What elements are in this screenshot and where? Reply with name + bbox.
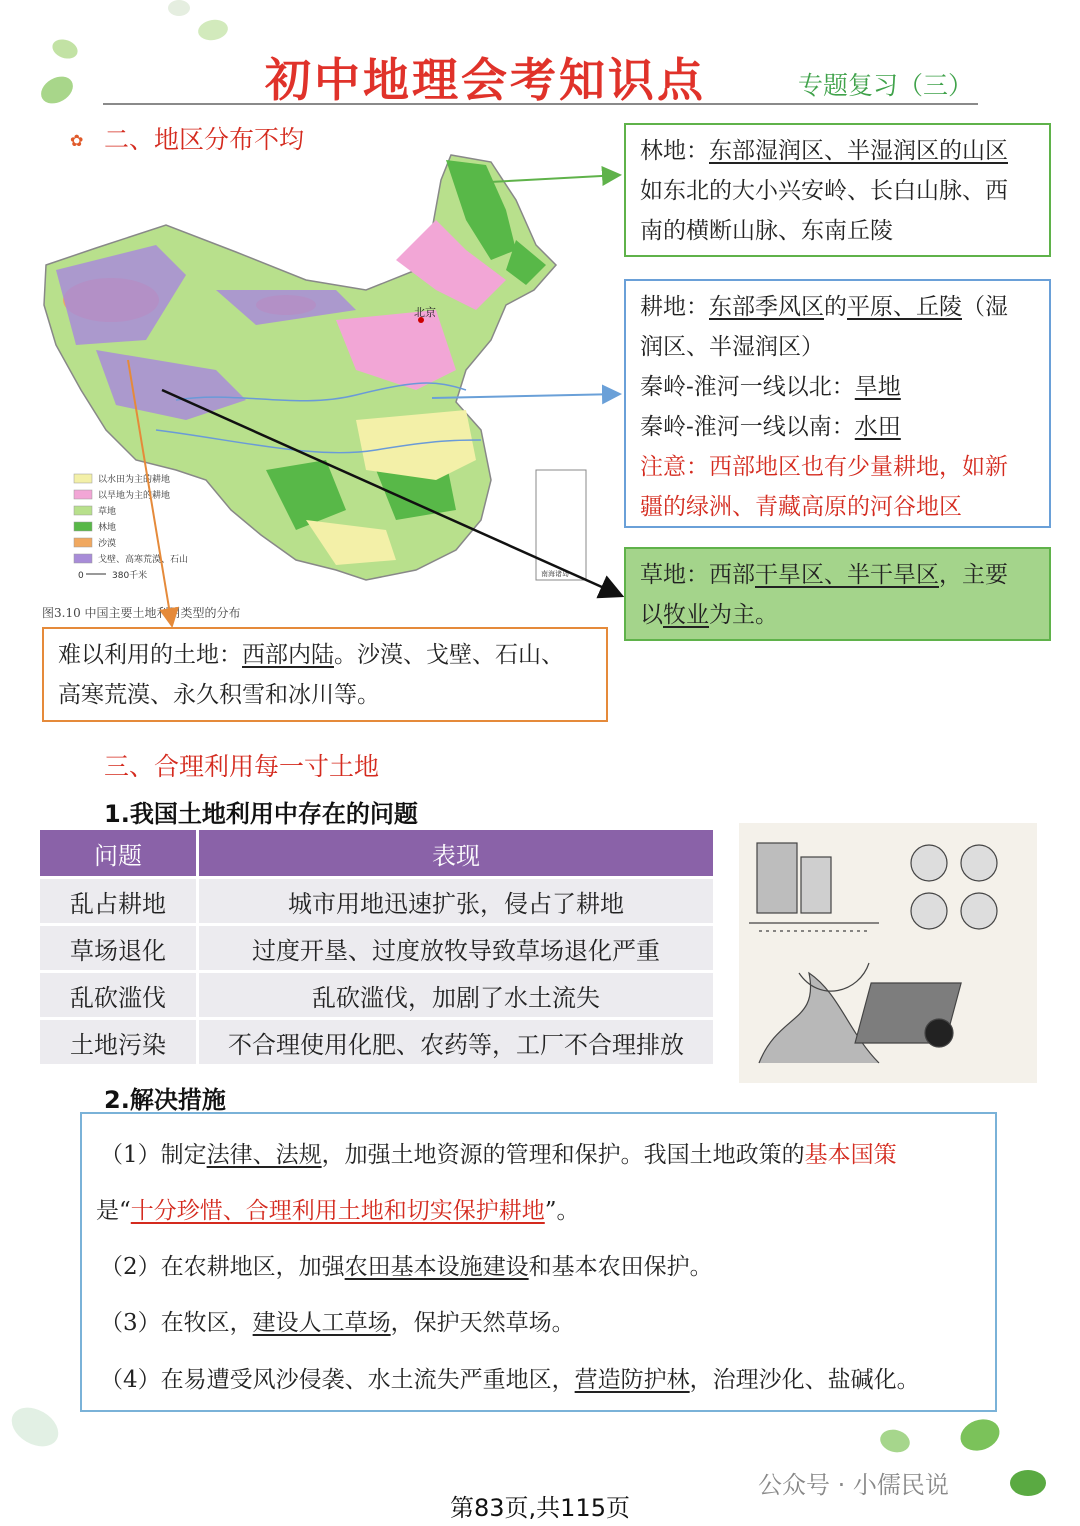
subheading-problems: 1.我国土地利用中存在的问题 (104, 800, 418, 828)
measure-1-policy: 基本国策 (804, 1142, 897, 1168)
measure-1-line-2 (96, 1192, 580, 1225)
measure-2 (100, 1248, 713, 1281)
land-problems-cartoon (739, 823, 1037, 1083)
legend-label-desert: 沙漠 (98, 539, 117, 549)
table-header-row (40, 830, 713, 876)
farm-terrain: 平原、丘陵 (847, 294, 962, 320)
forest-line-1 (640, 131, 1035, 171)
map-caption: 图3.10 中国主要土地利用类型的分布 (42, 606, 241, 620)
table-row (40, 1020, 713, 1064)
legend-label-dryland: 以旱地为主的耕地 (98, 491, 171, 501)
north-value: 旱地 (854, 374, 901, 400)
hard-line-1 (58, 635, 592, 675)
measure-4-prefix: （4）在易遭受风沙侵袭、水土流失严重地区， (100, 1367, 575, 1393)
measure-2-prefix: （2）在农耕地区，加强 (100, 1254, 345, 1280)
grass-line2-prefix: 以 (640, 602, 663, 628)
hard-tail: 。沙漠、戈壁、石山、 (334, 642, 564, 668)
measure-1-line-1 (100, 1136, 897, 1169)
forest-label: 林地： (640, 138, 709, 164)
hard-line-2: 高寒荒漠、永久积雪和冰川等。 (58, 682, 380, 708)
measure-1-policy-text: 十分珍惜、合理利用土地和切实保护耕地 (130, 1198, 545, 1224)
table-header-problem: 问题 (40, 830, 199, 876)
arrow-to-hard-land (128, 360, 172, 626)
table-row (40, 926, 713, 970)
grass-tail: ，主要 (939, 562, 1008, 588)
subheading-measures: 2.解决措施 (104, 1086, 226, 1114)
arrow-to-forest (490, 175, 620, 182)
table-cell-manifestation: 过度开垦、过度放牧导致草场退化严重 (199, 926, 713, 970)
measure-1-quote-open: 是“ (96, 1198, 131, 1224)
hard-region: 西部内陆 (242, 642, 334, 668)
measure-4-suffix: ，治理沙化、盐碱化。 (689, 1367, 920, 1393)
measure-4 (100, 1361, 920, 1394)
forest-land-callout (624, 123, 1051, 257)
measure-2-suffix: 和基本农田保护。 (528, 1254, 713, 1280)
grass-line2-suffix: 为主。 (709, 602, 778, 628)
farm-note-1: 注意：西部地区也有少量耕地，如新 (640, 454, 1008, 480)
measure-1-middle: ，加强土地资源的管理和保护。我国土地政策的 (321, 1142, 805, 1168)
table-cell-manifestation: 城市用地迅速扩张，侵占了耕地 (199, 879, 713, 923)
flower-icon: ✿ (70, 131, 84, 150)
farm-note-2: 疆的绿洲、青藏高原的河谷地区 (640, 494, 962, 520)
table-cell-manifestation: 乱砍滥伐，加剧了水土流失 (199, 973, 713, 1017)
south-label: 秦岭-淮河一线以南： (640, 414, 855, 440)
table-cell-problem: 土地污染 (40, 1020, 199, 1064)
measures-box (80, 1112, 997, 1412)
forest-line-2: 如东北的大小兴安岭、长白山脉、西 (640, 178, 1008, 204)
leaf-decoration (878, 1426, 913, 1455)
grass-use: 牧业 (663, 602, 709, 628)
watermark: 公众号 · 小儒民说 (758, 1471, 949, 1499)
farm-region: 东部季风区 (709, 294, 824, 320)
measure-1-law: 法律、法规 (206, 1142, 322, 1168)
leaf-decoration (956, 1414, 1004, 1456)
south-value: 水田 (854, 414, 901, 440)
farm-label: 耕地： (640, 294, 709, 320)
measure-3-prefix: （3）在牧区， (100, 1310, 253, 1336)
table-cell-problem: 草场退化 (40, 926, 199, 970)
inset-label: 南海诸岛 (541, 570, 569, 578)
table-row (40, 973, 713, 1017)
page-subtitle: 专题复习（三） (798, 71, 974, 100)
page-number: 第83页,共115页 (450, 1494, 630, 1522)
section-heading-rational-use: 三、合理利用每一寸土地 (104, 752, 380, 781)
measure-2-infrastructure: 农田基本设施建设 (344, 1254, 529, 1280)
legend-label-gobi: 戈壁、高寒荒漠、石山 (98, 555, 189, 565)
forest-line-3: 南的横断山脉、东南丘陵 (640, 218, 893, 244)
farm-line-south (640, 407, 1035, 447)
farm-line-north (640, 367, 1035, 407)
measure-1-prefix: （1）制定 (100, 1142, 207, 1168)
problems-table (40, 827, 713, 1067)
grass-line-2 (640, 595, 1035, 635)
grass-label: 草地：西部 (640, 562, 755, 588)
farmland-callout (624, 279, 1051, 528)
table-row (40, 879, 713, 923)
table-header-manifestation: 表现 (199, 830, 713, 876)
hard-land-callout (42, 627, 608, 722)
farm-tail: （湿 (962, 294, 1008, 320)
measure-3-grassland: 建设人工草场 (252, 1310, 391, 1336)
legend-label-forest: 林地 (98, 523, 117, 533)
measure-3 (100, 1304, 575, 1337)
arrow-to-grassland (162, 390, 622, 596)
hard-label: 难以利用的土地： (58, 642, 242, 668)
grass-line-1 (640, 555, 1035, 595)
farm-mid-text: 的 (824, 294, 847, 320)
scale-zero-label: 0 (78, 571, 84, 581)
arrow-to-farmland (432, 394, 620, 398)
measure-3-suffix: ，保护天然草场。 (390, 1310, 575, 1336)
table-cell-manifestation: 不合理使用化肥、农药等，工厂不合理排放 (199, 1020, 713, 1064)
table-cell-problem: 乱占耕地 (40, 879, 199, 923)
measure-1-quote-close: ”。 (544, 1198, 580, 1224)
legend-label-grass: 草地 (98, 507, 117, 517)
measure-4-forest: 营造防护林 (574, 1367, 690, 1393)
north-label: 秦岭-淮河一线以北： (640, 374, 855, 400)
table-cell-problem: 乱砍滥伐 (40, 973, 199, 1017)
farm-line-1 (640, 287, 1035, 327)
grassland-callout (624, 547, 1051, 641)
farm-line-2: 润区、半湿润区） (640, 334, 824, 360)
page-title: 初中地理会考知识点 (265, 53, 706, 107)
forest-region: 东部湿润区、半湿润区的山区 (709, 138, 1008, 164)
leaf-decoration (5, 1400, 65, 1454)
legend-label-paddy: 以水田为主的耕地 (98, 475, 171, 485)
scale-distance-label: 380千米 (112, 571, 148, 581)
beijing-label: 北京 (414, 306, 436, 319)
section-heading-distribution: 二、地区分布不均 (104, 125, 305, 154)
grass-region: 干旱区、半干旱区 (755, 562, 939, 588)
